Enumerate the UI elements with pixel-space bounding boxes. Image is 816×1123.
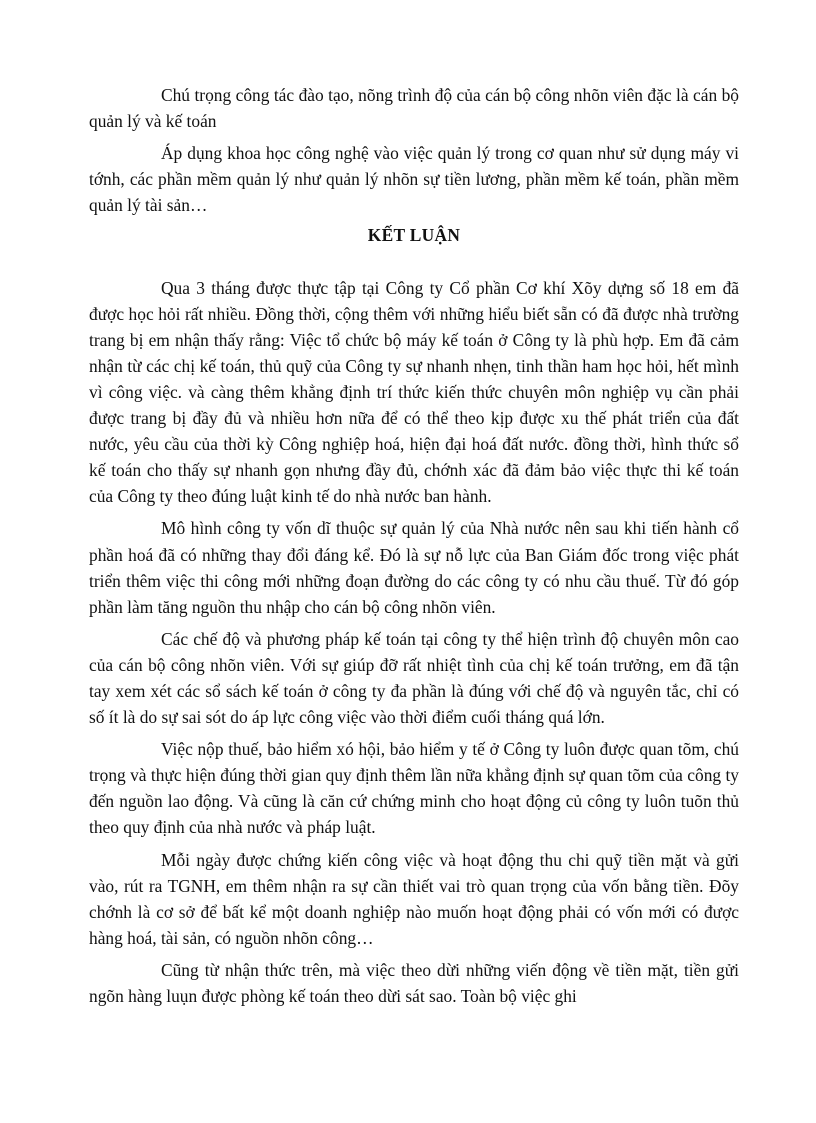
conclusion-paragraph-1: Qua 3 tháng được thực tập tại Công ty Cổ phần Cơ khí Xõy dựng số 18 em đã được học hỏi rất nhiều. Đồng thời, cộng thêm với những hiểu biết sẵn có đã được nhà trường trang bị em nhận thấy rằng: Việc tổ chức bộ máy kế toán ở Công ty là phù hợp. Em đã cảm nhận từ các chị kế toán, thủ quỹ của Công ty sự nhanh nhẹn, tinh thần ham học hỏi, hết mình vì công việc. và càng thêm khẳng định trí thức kiến thức chuyên môn nghiệp vụ cần phải được trang bị đầy đủ và nhiều hơn nữa để có thể theo kịp được xu thế phát triển của đất nước, yêu cầu của thời kỳ Công nghiệp hoá, hiện đại hoá đất nước. đồng thời, hình thức sổ kế toán cho thấy sự nhanh gọn nhưng đầy đủ, chớnh xác đã đảm bảo việc thực thi kế toán của Công ty theo đúng luật kinh tế do nhà nước ban hành.: [89, 277, 739, 507]
conclusion-paragraph-2: Mô hình công ty vốn dĩ thuộc sự quản lý của Nhà nước nên sau khi tiến hành cổ phần hoá đã có những thay đổi đáng kể. Đó là sự nỗ lực của Ban Giám đốc trong việc phát triển thêm việc thi công mới những đoạn đường do các công ty có nhu cầu thuế. Từ đó góp phần làm tăng nguồn thu nhập cho cán bộ công nhõn viên.: [89, 518, 739, 617]
intro-paragraph-1: Chú trọng công tác đào tạo, nõng trình độ của cán bộ công nhõn viên đặc là cán bộ quản lý và kế toán: [89, 85, 739, 132]
document-page: [89, 82, 739, 1009]
conclusion-paragraph-3: Các chế độ và phương pháp kế toán tại công ty thể hiện trình độ chuyên môn cao của cán bộ công nhõn viên. Với sự giúp đỡ rất nhiệt tình của chị kế toán trưởng, em đã tận tay xem xét các sổ sách kế toán ở công ty đa phần là đúng với chế độ và nguyên tắc, chỉ có số ít là do sự sai sót do áp lực công việc vào thời điểm cuối tháng quá lớn.: [89, 628, 739, 728]
conclusion-paragraph-6: Cũng từ nhận thức trên, mà việc theo dừi những viến động về tiền mặt, tiền gửi ngõn hàng luụn được phòng kế toán theo dừi sát sao. Toàn bộ việc ghi: [89, 959, 739, 1006]
intro-paragraph-2: Áp dụng khoa học công nghệ vào việc quản lý trong cơ quan như sử dụng máy vi tớnh, các phần mềm quản lý như quản lý nhõn sự tiền lương, phần mềm kế toán, phần mềm quản lý tài sản…: [89, 143, 739, 216]
conclusion-heading: KẾT LUẬN: [367, 225, 461, 246]
conclusion-paragraph-4: Việc nộp thuế, bảo hiểm xó hội, bảo hiểm y tế ở Công ty luôn được quan tõm, chú trọng và thực hiện đúng thời gian quy định thêm lần nữa khẳng định sự quan tõm của công ty đến nguồn lao động. Và cũng là căn cứ chứng minh cho hoạt động củ công ty luôn tuõn thủ theo quy định của nhà nước và pháp luật.: [89, 739, 739, 838]
conclusion-paragraph-5: Mỗi ngày được chứng kiến công việc và hoạt động thu chi quỹ tiền mặt và gửi vào, rút ra TGNH, em thêm nhận ra sự cần thiết vai trò quan trọng của vốn bằng tiền. Đõy chớnh là cơ sở để bất kể một doanh nghiệp nào muốn hoạt động phải có vốn mới có được hàng hoá, tài sản, có nguồn nhõn công…: [89, 849, 739, 948]
